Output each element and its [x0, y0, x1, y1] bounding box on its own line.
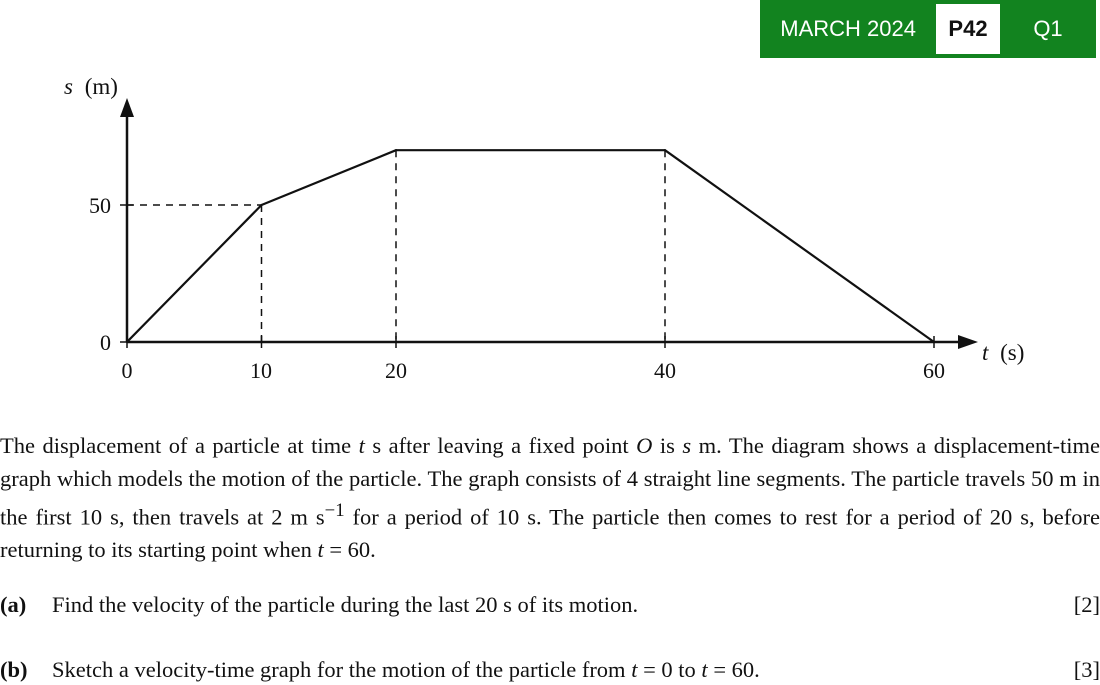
displacement-segment-4 [665, 150, 934, 342]
graph-axes [120, 98, 978, 349]
badge-paper: P42 [936, 4, 1000, 54]
question-a-label: (a) [0, 592, 27, 617]
y-tick-0: 0 [100, 330, 111, 355]
question-b-label: (b) [0, 657, 28, 682]
x-axis-label [982, 340, 1024, 365]
y-axis-label-var: s [64, 74, 73, 99]
x-tick-20: 20 [385, 358, 407, 383]
stem-var-t2: t [317, 537, 324, 562]
displacement-segment-2 [262, 150, 397, 205]
y-tick-50: 50 [89, 193, 111, 218]
displacement-time-graph [0, 60, 1100, 400]
stem-part-1: The displacement of a particle at time [0, 433, 359, 458]
displacement-segment-1 [127, 205, 262, 342]
stem-part-3: is [652, 433, 683, 458]
question-stem [0, 430, 1100, 567]
question-b-marks: [3] [1073, 657, 1100, 682]
x-axis-label-var: t [982, 340, 989, 365]
question-b-text-part-2: = 0 to [637, 657, 702, 682]
y-axis-arrow-icon [120, 98, 134, 117]
question-b-var-t2: t [701, 657, 708, 682]
stem-var-O: O [636, 433, 653, 458]
x-tick-40: 40 [654, 358, 676, 383]
stem-superscript: −1 [324, 500, 345, 521]
question-b-text-part-3: = 60. [707, 657, 760, 682]
stem-var-t: t [358, 433, 365, 458]
x-axis-arrow-icon [958, 335, 978, 349]
x-tick-0: 0 [121, 358, 133, 383]
question-b-text [52, 655, 760, 685]
x-tick-10: 10 [250, 358, 272, 383]
stem-part-6: = 60. [323, 537, 376, 562]
question-b-var-t1: t [631, 657, 638, 682]
question-a-marks: [2] [1073, 592, 1100, 617]
y-axis-label [64, 74, 118, 99]
y-axis-label-unit: (m) [84, 74, 118, 99]
question-a-text: Find the velocity of the particle during the last 20 s of its motion. [52, 592, 639, 617]
question-badge [760, 0, 1096, 58]
stem-part-4: m. The diagram shows a displacement-time graph which models the motion of the particle. The graph consists of 4 straight line segments. The particle travels 50 m in the first 10 s, then travels at 2 m s [0, 433, 1100, 530]
question-b-text-part-1: Sketch a velocity-time graph for the motion of the particle from [52, 657, 632, 682]
stem-var-s: s [682, 433, 692, 458]
stem-part-5: for a period of 10 s. The particle then comes to rest for a period of 20 s, before returning to its starting point when [0, 504, 1100, 562]
stem-part-2: s after leaving a fixed point [364, 433, 637, 458]
badge-date: MARCH 2024 [780, 16, 916, 41]
chart-marks [120, 150, 934, 348]
x-axis-label-unit: (s) [1000, 340, 1025, 365]
x-tick-60: 60 [923, 358, 945, 383]
badge-question-number: Q1 [1033, 16, 1063, 41]
